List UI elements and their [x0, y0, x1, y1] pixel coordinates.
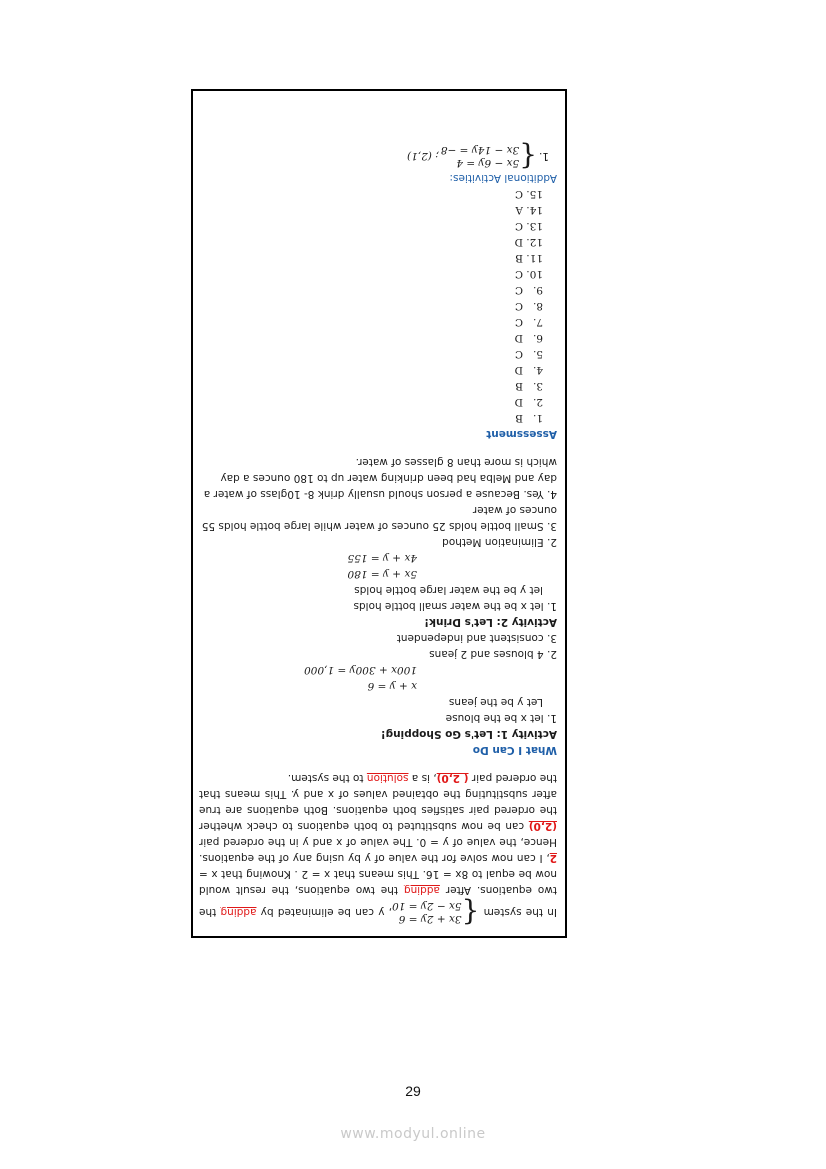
- assessment-item-number: 8.: [532, 300, 543, 312]
- assessment-item-answer: A: [515, 204, 523, 216]
- additional-item: [199, 140, 557, 173]
- assessment-answer-item: [199, 234, 557, 250]
- assessment-item-number: 13.: [526, 220, 543, 232]
- assessment-item-answer: D: [514, 236, 523, 248]
- watermark: www.modyul.online: [340, 1126, 486, 1142]
- intro-paragraph: [198, 770, 557, 929]
- assessment-answer-item: [199, 250, 557, 266]
- assessment-item-answer: B: [515, 380, 523, 392]
- activity-1-item: 1. let x be the blouse: [445, 712, 557, 724]
- assessment-answer-item: [199, 394, 557, 410]
- activity-2-item: 1. let x be the water small bottle holds: [353, 600, 557, 612]
- assessment-answer-list: [199, 186, 557, 426]
- assessment-answer-item: [199, 314, 557, 330]
- assessment-item-answer: B: [515, 252, 523, 264]
- section-heading-assessment: Assessment: [486, 428, 557, 440]
- assessment-answer-item: [199, 346, 557, 362]
- intro-text: to the system.: [287, 772, 364, 784]
- assessment-answer-item: [199, 186, 557, 202]
- intro-text: can be now substituted to both equations to check whether the ordered pair satisfies both equations. Both equations are true after substituting the obtained values of x and y. This means that the ordered pair: [198, 772, 557, 832]
- assessment-item-answer: C: [514, 348, 523, 360]
- assessment-item-answer: C: [514, 316, 523, 328]
- assessment-item-answer: B: [515, 412, 523, 424]
- assessment-answer-item: [199, 378, 557, 394]
- assessment-answer-item: [199, 218, 557, 234]
- intro-text: , I can now solve for the value of y by using any of the equations. Hence, the value of y = 0. The value of x and y in the ordered pair: [199, 836, 557, 864]
- activity-2-item: 4. Yes. Because a person should usually drink 8- 10glass of water a day and Melba had been drinking water up to 180 ounces a day which is more than 8 glasses of water.: [203, 456, 557, 500]
- assessment-item-answer: C: [514, 268, 523, 280]
- answer-adding-2: adding: [403, 884, 440, 896]
- intro-text: In the system: [483, 906, 557, 918]
- additional-answer: ; (2,1): [407, 150, 439, 162]
- assessment-item-number: 3.: [532, 380, 543, 392]
- assessment-answer-item: [199, 266, 557, 282]
- activity-1-equation: x + y = 6: [367, 680, 417, 692]
- intro-text: , y can be eliminated by: [260, 906, 393, 918]
- additional-item-number: 1.: [538, 150, 549, 162]
- activity-2-item: let y be the water large bottle holds: [354, 584, 543, 596]
- answer-pair-1: (2,0): [528, 820, 557, 832]
- assessment-item-answer: C: [514, 220, 523, 232]
- answer-key-box: [191, 89, 567, 938]
- assessment-item-number: 9.: [532, 284, 543, 296]
- activity-1-item: 3. consistent and independent: [396, 632, 557, 644]
- answer-key-content: [198, 140, 557, 929]
- section-heading-what-i-can-do: What I Can Do: [472, 744, 557, 756]
- left-brace: {: [461, 896, 480, 929]
- assessment-item-number: 4.: [532, 364, 543, 376]
- activity-1-equation: 100x + 300y = 1,000: [304, 664, 417, 676]
- answer-pair-2: ( 2,0): [436, 772, 469, 784]
- assessment-item-number: 1.: [532, 412, 543, 424]
- assessment-answer-item: [199, 282, 557, 298]
- activity-2-item: 2. Elimination Method: [442, 536, 557, 548]
- answer-adding-1: adding: [220, 906, 257, 918]
- system-eq-2: 5x − 2y = 10: [392, 900, 462, 912]
- system-eq-1: 3x + 2y = 6: [398, 913, 462, 925]
- activity-2-equation: 4x + y = 155: [347, 552, 417, 564]
- answer-x-value: 2: [549, 852, 557, 864]
- assessment-item-number: 5.: [532, 348, 543, 360]
- assessment-item-answer: D: [514, 364, 523, 376]
- assessment-item-answer: D: [514, 332, 523, 344]
- additional-eq-1: 5x − 6y = 4: [456, 157, 520, 169]
- left-brace: {: [519, 140, 537, 173]
- activity-1-item: Let y be the jeans: [448, 696, 543, 708]
- assessment-item-number: 15.: [526, 188, 543, 200]
- assessment-answer-item: [199, 410, 557, 426]
- assessment-item-number: 2.: [532, 396, 543, 408]
- assessment-answer-item: [199, 298, 557, 314]
- assessment-item-number: 10.: [526, 268, 543, 280]
- assessment-item-answer: C: [514, 284, 523, 296]
- assessment-item-number: 7.: [532, 316, 543, 328]
- intro-text: , is a: [411, 772, 437, 784]
- section-heading-additional: Additional Activities:: [449, 172, 557, 184]
- system-of-equations: [392, 896, 480, 929]
- activity-1-title: Activity 1: Let's Go Shopping!: [380, 728, 557, 740]
- assessment-answer-item: [199, 202, 557, 218]
- assessment-item-number: 11.: [526, 252, 543, 264]
- intro-text: the two equations, the result would now be equal to 8x = 16. This means that x = 2 . Knowing that x =: [198, 868, 557, 896]
- assessment-answer-item: [199, 362, 557, 378]
- assessment-item-answer: D: [514, 396, 523, 408]
- assessment-answer-item: [199, 330, 557, 346]
- intro-text: the two equations. After: [198, 884, 557, 918]
- assessment-item-answer: C: [514, 188, 523, 200]
- page-number: 29: [405, 1083, 421, 1099]
- activity-2-title: Activity 2: Let's Drink!: [424, 616, 557, 628]
- activity-2-item: 3. Small bottle holds 25 ounces of water while large bottle holds 55 ounces of water: [201, 504, 557, 532]
- assessment-item-number: 14.: [526, 204, 543, 216]
- rotated-content: [193, 91, 565, 936]
- assessment-item-number: 6.: [532, 332, 543, 344]
- answer-solution: solution: [366, 772, 409, 784]
- assessment-item-answer: C: [514, 300, 523, 312]
- assessment-item-number: 12.: [526, 236, 543, 248]
- additional-eq-2: 3x − 14y = −8: [440, 144, 520, 156]
- activity-1-item: 2. 4 blouses and 2 jeans: [429, 648, 557, 660]
- activity-2-equation: 5x + y = 180: [347, 568, 417, 580]
